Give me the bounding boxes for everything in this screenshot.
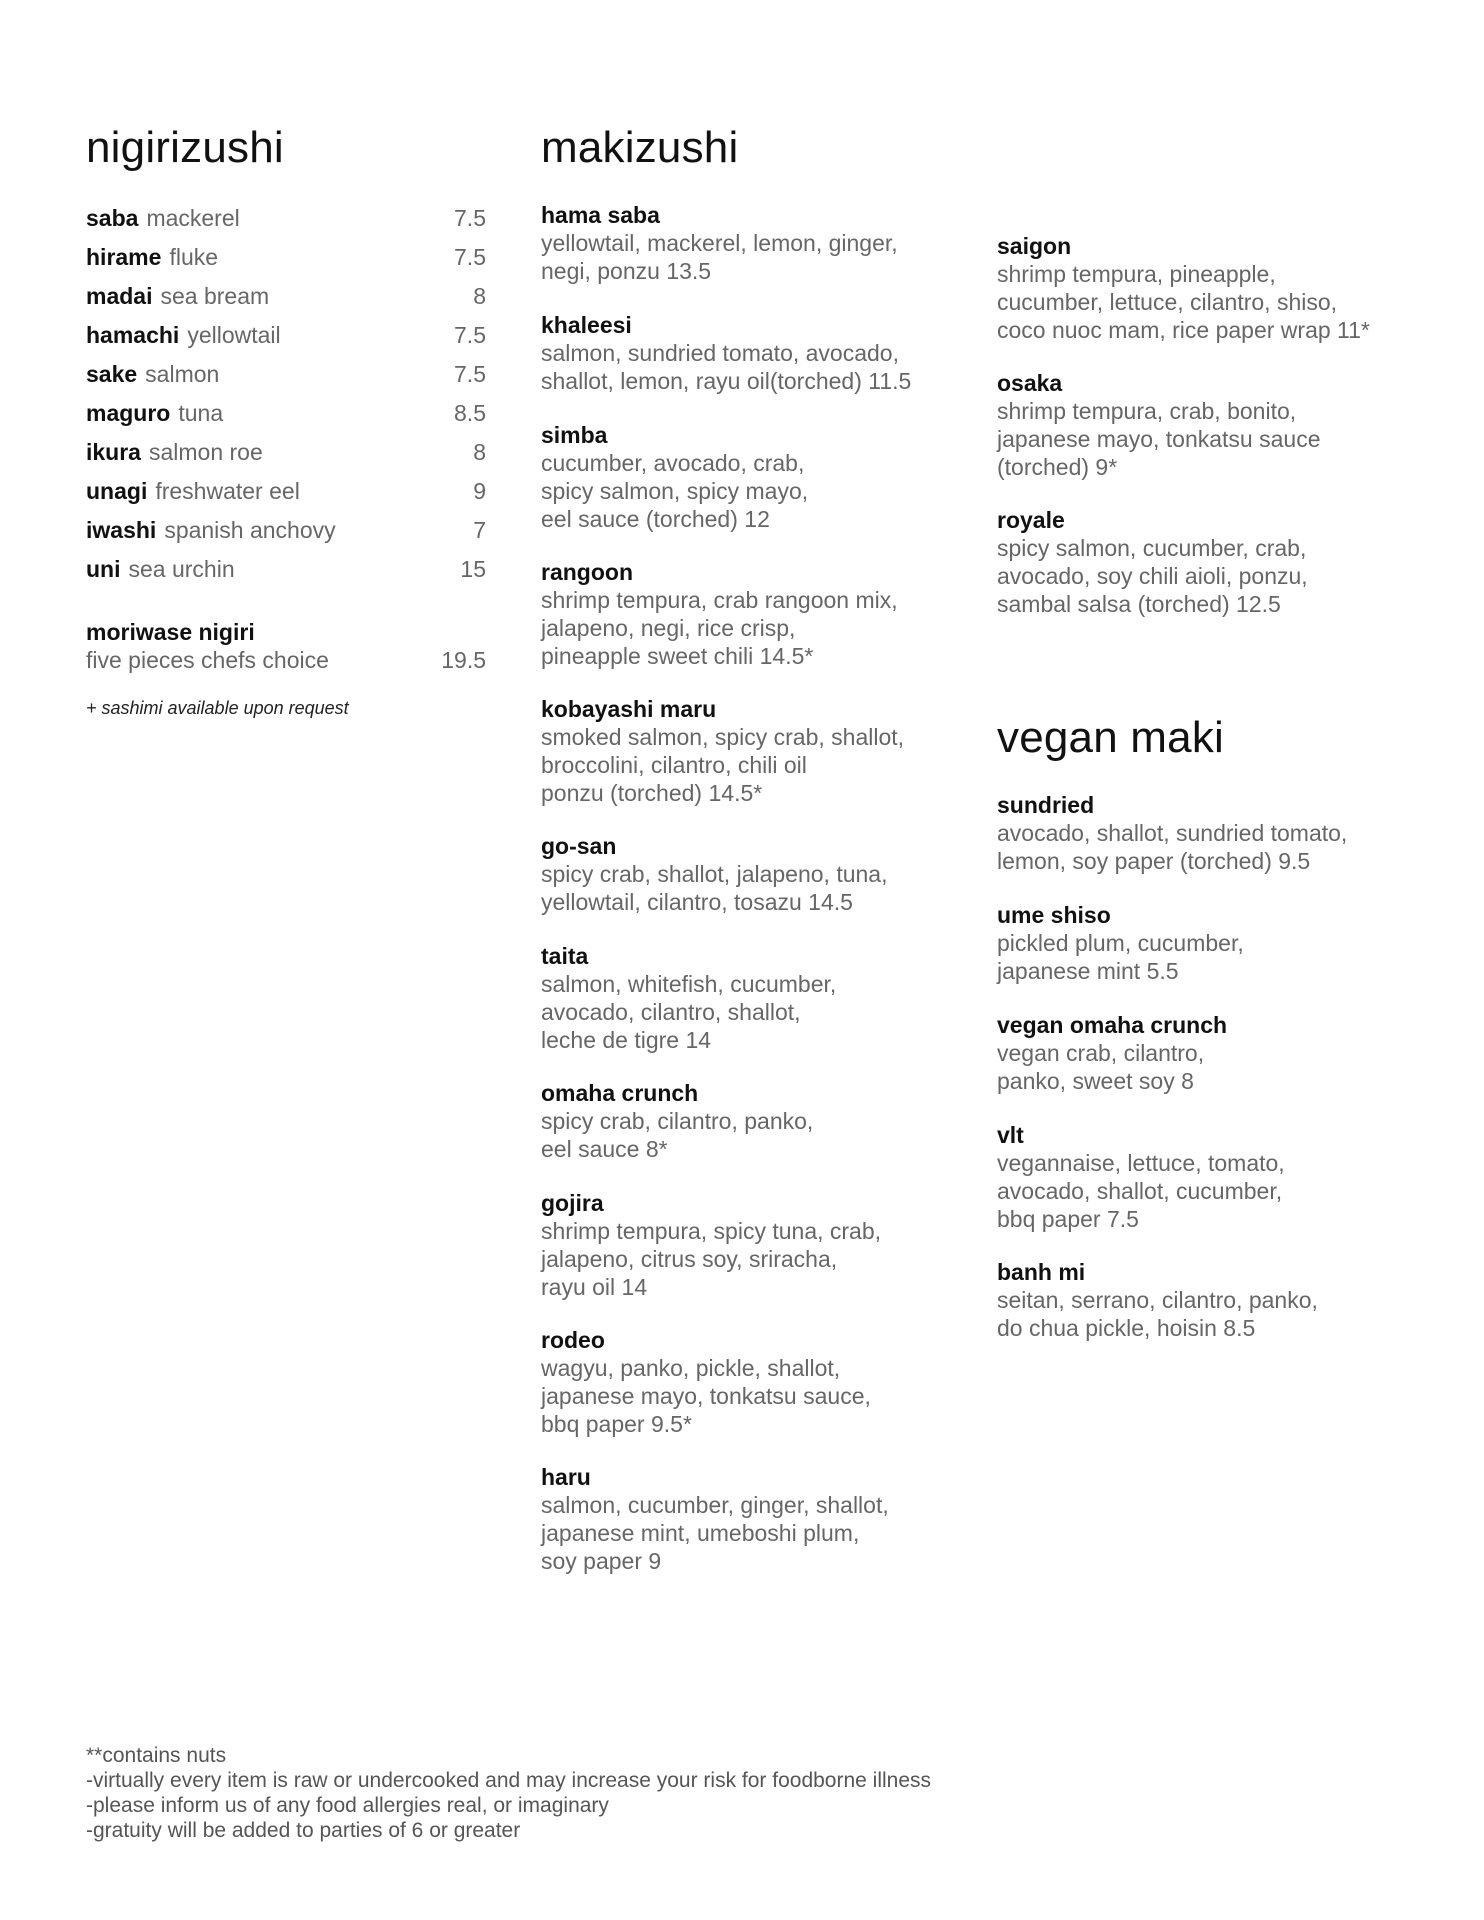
maki-item [997,369,1437,481]
maki-item [541,1189,961,1301]
nigiri-item [86,472,486,511]
nigiri-item-desc: salmon roe [148,439,263,465]
footer-note: -gratuity will be added to parties of 6 or greater [86,1819,521,1842]
footer-note: -please inform us of any food allergies real, or imaginary [86,1794,609,1817]
maki-item-desc: salmon, sundried tomato, avocado, shallot, lemon, rayu oil(torched) 11.5 [541,340,912,394]
nigiri-item [86,277,486,316]
maki-item-desc: shrimp tempura, crab, bonito, japanese mayo, tonkatsu sauce (torched) 9* [997,398,1321,480]
maki-item [541,1463,961,1575]
nigiri-item-label [86,441,263,464]
nigiri-item-desc: yellowtail [187,322,281,348]
nigiri-item-label [86,363,219,386]
vegan-maki-title: vegan maki [997,713,1225,762]
nigiri-item-name: ikura [86,439,141,465]
footer-notes [86,1743,931,1843]
maki-item [541,201,961,285]
maki-item-desc: spicy crab, shallot, jalapeno, tuna, yellowtail, cilantro, tosazu 14.5 [541,861,888,915]
maki-item [541,832,961,916]
maki-item-name: rodeo [541,1327,605,1353]
maki-item-desc: smoked salmon, spicy crab, shallot, broccolini, cilantro, chili oil ponzu (torched) 14.5* [541,724,905,806]
nigiri-item-label [86,519,336,542]
maki-item-desc: shrimp tempura, pineapple, cucumber, lettuce, cilantro, shiso, coco nuoc mam, rice paper wrap 11* [997,261,1370,343]
maki-item-name: omaha crunch [541,1080,699,1106]
moriwase-desc: five pieces chefs choice [86,647,329,673]
nigiri-item-price: 15 [460,556,486,582]
maki-item-name: haru [541,1464,591,1490]
nigiri-item-label [86,324,281,347]
makizushi-title: makizushi [541,123,739,172]
nigiri-item-desc: spanish anchovy [164,517,336,543]
maki-item-name: go-san [541,833,617,859]
maki-item [541,1079,961,1163]
nigiri-item-desc: salmon [145,361,220,387]
maki-item [997,232,1437,344]
nigiri-item-name: hamachi [86,322,180,348]
nigiri-item-name: uni [86,556,121,582]
nigiri-item-price: 7.5 [454,322,486,348]
nigiri-item-price: 7 [473,517,486,543]
maki-item-desc: avocado, shallot, sundried tomato, lemon, soy paper (torched) 9.5 [997,820,1348,874]
nigiri-item-price: 9 [473,478,486,504]
nigiri-item-price: 8.5 [454,400,486,426]
maki-item-desc: vegan crab, cilantro, panko, sweet soy 8 [997,1040,1205,1094]
maki-item [997,1011,1437,1095]
maki-item [997,1258,1437,1342]
maki-item-desc: vegannaise, lettuce, tomato, avocado, shallot, cucumber, bbq paper 7.5 [997,1150,1285,1232]
nigiri-item-desc: freshwater eel [155,478,300,504]
maki-item-name: banh mi [997,1259,1086,1285]
maki-item-name: rangoon [541,559,633,585]
maki-item-name: vlt [997,1122,1024,1148]
nigiri-list [86,199,486,589]
maki-item-name: saigon [997,233,1072,259]
maki-item-name: vegan omaha crunch [997,1012,1228,1038]
nigiri-item-label [86,558,235,581]
nigiri-item-desc: sea bream [160,283,270,309]
maki-item-name: ume shiso [997,902,1111,928]
maki-item-desc: pickled plum, cucumber, japanese mint 5.5 [997,930,1244,984]
nigiri-item [86,199,486,238]
nigiri-item-desc: mackerel [146,205,240,231]
nigiri-item [86,550,486,589]
maki-item-desc: seitan, serrano, cilantro, panko, do chua pickle, hoisin 8.5 [997,1287,1318,1341]
nigiri-item-name: maguro [86,400,171,426]
nigiri-item-desc: fluke [169,244,219,270]
nigiri-item-label [86,246,218,269]
maki-item-name: hama saba [541,202,660,228]
nigiri-item [86,394,486,433]
nigiri-item [86,511,486,550]
maki-item-name: khaleesi [541,312,632,338]
nigiri-item-label [86,285,269,308]
nigiri-item-name: iwashi [86,517,157,543]
maki-item-name: royale [997,507,1065,533]
nigiri-item [86,238,486,277]
maki-item-desc: shrimp tempura, crab rangoon mix, jalapeno, negi, rice crisp, pineapple sweet chili 14.5* [541,587,898,669]
maki-item [997,791,1437,875]
nigiri-item-price: 7.5 [454,244,486,270]
nigiri-item-price: 7.5 [454,361,486,387]
maki-item-name: gojira [541,1190,604,1216]
nigiri-item-name: hirame [86,244,162,270]
maki-item [541,558,961,670]
maki-item-desc: yellowtail, mackerel, lemon, ginger, negi, ponzu 13.5 [541,230,898,284]
maki-item-desc: spicy crab, cilantro, panko, eel sauce 8* [541,1108,814,1162]
maki-item [541,695,961,807]
nigiri-item [86,433,486,472]
nigiri-item-price: 8 [473,283,486,309]
footer-note: **contains nuts [86,1744,227,1767]
sashimi-note: + sashimi available upon request [86,698,349,718]
nigiri-item-name: unagi [86,478,148,504]
maki-item-desc: wagyu, panko, pickle, shallot, japanese mayo, tonkatsu sauce, bbq paper 9.5* [541,1355,871,1437]
maki-item [541,1326,961,1438]
maki-item-desc: cucumber, avocado, crab, spicy salmon, spicy mayo, eel sauce (torched) 12 [541,450,809,532]
footer-note: -virtually every item is raw or undercooked and may increase your risk for foodborne illness [86,1769,932,1792]
maki-item [997,506,1437,618]
maki-item-name: kobayashi maru [541,696,717,722]
nigirizushi-title: nigirizushi [86,123,284,172]
maki-item-desc: spicy salmon, cucumber, crab, avocado, soy chili aioli, ponzu, sambal salsa (torched) 12.5 [997,535,1308,617]
moriwase-item [86,618,486,674]
nigiri-item-label [86,402,223,425]
maki-item [997,901,1437,985]
maki-item-name: sundried [997,792,1095,818]
maki-item-desc: salmon, cucumber, ginger, shallot, japanese mint, umeboshi plum, soy paper 9 [541,1492,889,1574]
maki-item [997,1121,1437,1233]
nigiri-item-name: sake [86,361,138,387]
moriwase-name: moriwase nigiri [86,619,255,645]
maki-item-name: taita [541,943,589,969]
nigiri-item-label [86,480,300,503]
nigiri-item-desc: tuna [178,400,224,426]
moriwase-price: 19.5 [441,647,486,673]
nigiri-item-price: 8 [473,439,486,465]
nigiri-item-desc: sea urchin [128,556,235,582]
maki-item-desc: salmon, whitefish, cucumber, avocado, cilantro, shallot, leche de tigre 14 [541,971,837,1053]
maki-item [541,311,961,395]
maki-item-name: osaka [997,370,1063,396]
nigiri-item-name: saba [86,205,139,231]
maki-item [541,421,961,533]
maki-item-desc: shrimp tempura, spicy tuna, crab, jalapeno, citrus soy, sriracha, rayu oil 14 [541,1218,882,1300]
nigiri-item-name: madai [86,283,153,309]
nigiri-item-price: 7.5 [454,205,486,231]
maki-item [541,942,961,1054]
nigiri-item-label [86,207,240,230]
nigiri-item [86,316,486,355]
maki-item-name: simba [541,422,608,448]
nigiri-item [86,355,486,394]
